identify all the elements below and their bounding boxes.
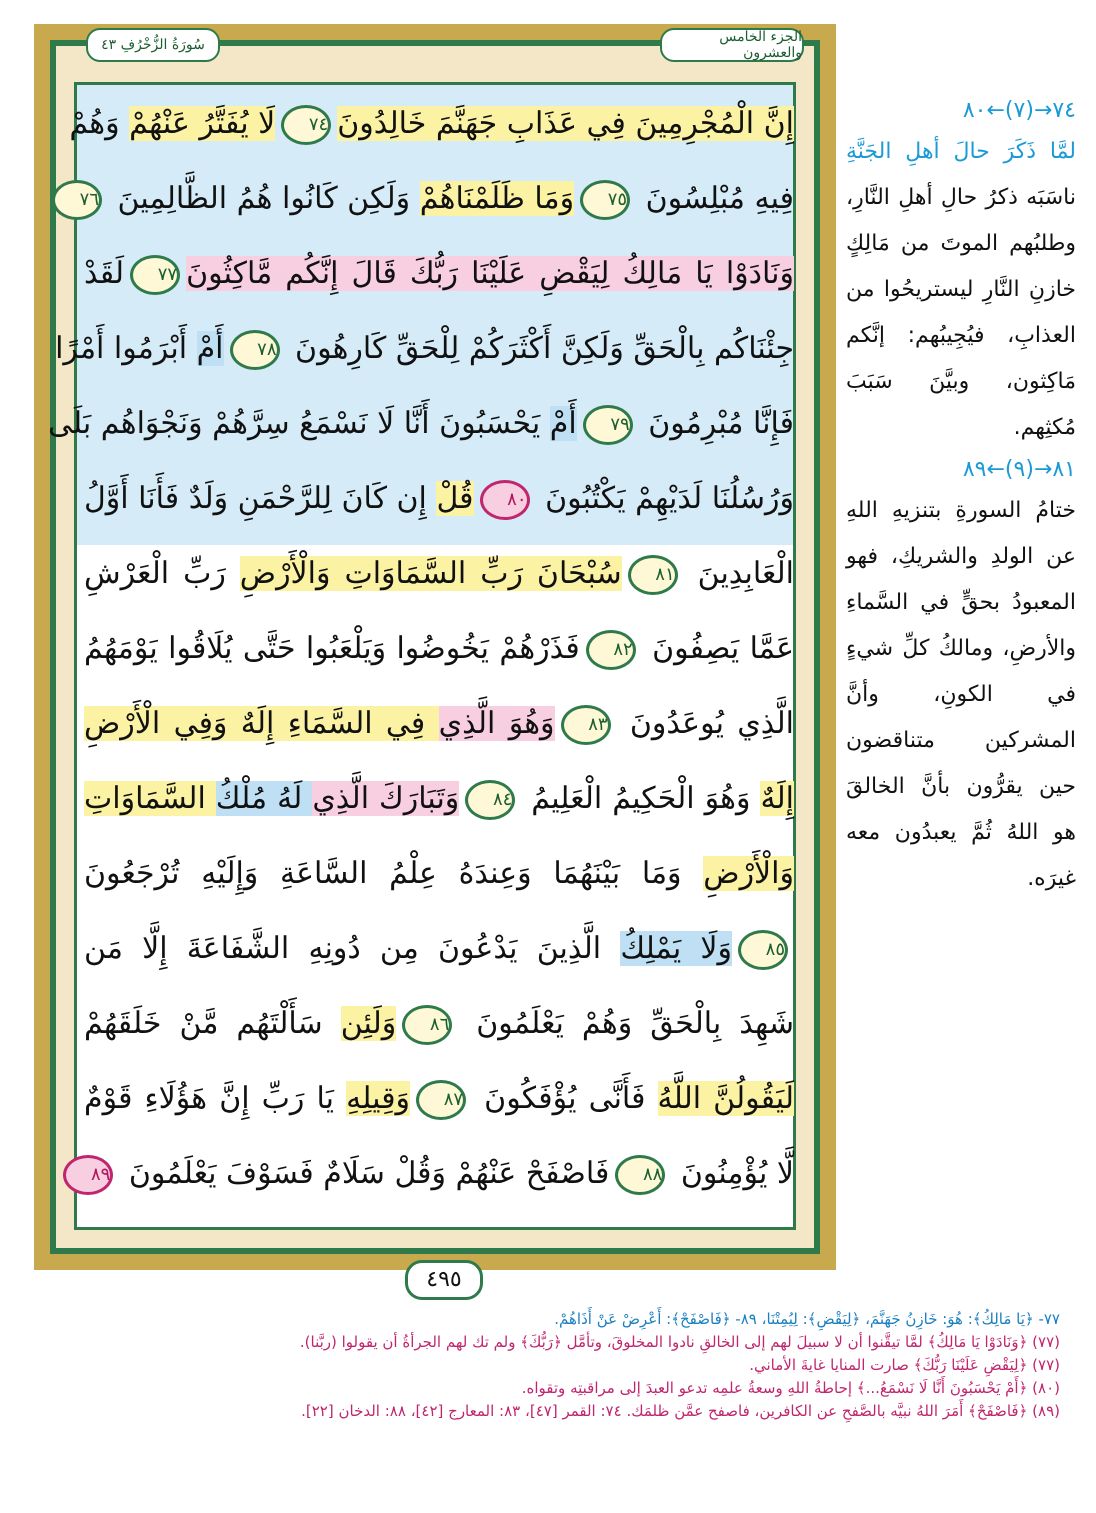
verse-text: الَّذِي يُوعَدُونَ [616, 706, 794, 741]
verse-text: قُلْ [436, 481, 474, 516]
verse-line [84, 771, 794, 827]
ayah-number: ٧٥ [580, 180, 630, 220]
verse-text: فِيهِ مُبْلِسُونَ [636, 181, 794, 216]
verse-text: لَقَدْ [84, 256, 125, 291]
verse-line [84, 546, 794, 602]
verse-line [84, 246, 794, 302]
verse-text: السَّمَاوَاتِ [84, 781, 216, 816]
verse-line [69, 96, 794, 152]
verse-text: إِلَهٌ [760, 781, 794, 816]
surah-label: سُورَةُ الزُّخْرُفِ ٤٣ [86, 28, 220, 62]
verse-text: سَأَلْتَهُم مَّنْ خَلَقَهُمْ [84, 1006, 341, 1041]
ayah-number: ٨٣ [561, 705, 611, 745]
verse-line [84, 921, 794, 977]
verse-line [55, 321, 794, 377]
verse-text: وَرُسُلُنَا لَدَيْهِمْ يَكْتُبُونَ [535, 481, 794, 516]
ayah-number: ٧٦ [52, 180, 102, 220]
section-range-1: ٧٤→(٧)←٨٠ [962, 98, 1076, 123]
verse-text: وَهُوَ الْحَكِيمُ الْعَلِيمُ [521, 781, 761, 816]
verse-line [84, 1071, 794, 1127]
verse-text: فَإِنَّا مُبْرِمُونَ [638, 406, 794, 441]
footnote-line: (٧٧) ﴿وَنَادَوْا يَا مَالِكُ﴾ لمَّا تيقَّنوا أن لا سبيلَ لهم إلى الخالقِ نادوا المخلوقَ، وتأمَّل ﴿رَبُّكَ﴾ ولم تك لهم الجرأةُ أن يقولوا (ربَّنا). [299, 1333, 1060, 1351]
verse-text: قَالَ إِنَّكُم مَّاكِثُونَ [186, 256, 410, 291]
verse-text: يَحْسَبُونَ أَنَّا لَا نَسْمَعُ سِرَّهُمْ وَنَجْوَاهُم بَلَى [47, 406, 550, 441]
verse-line [84, 846, 794, 902]
verse-text: وَلَا يَمْلِكُ [620, 931, 733, 966]
section-range-2: ٨١→(٩)←٨٩ [962, 457, 1076, 482]
verse-text: عَمَّا يَصِفُونَ [641, 631, 794, 666]
footnote-line: ٧٧- ﴿يَا مَالِكُ﴾: هُوَ: خَازِنُ جَهَنَّمَ، ﴿لِيَقْضِ﴾: لِيُمِتْنَا، ٨٩- ﴿فَاصْفَحْ﴾: أَعْرِضْ عَنْ أَذَاهُمْ. [554, 1310, 1060, 1328]
verse-text: أَمْ [196, 331, 224, 366]
verse-line [84, 696, 794, 752]
verse-line [84, 471, 794, 527]
ayah-number: ٧٨ [230, 330, 280, 370]
verse-line [47, 396, 794, 452]
verse-text: وَمَا ظَلَمْنَاهُمْ [419, 181, 575, 216]
verse-text: وَنَادَوْا يَا مَالِكُ لِيَقْضِ عَلَيْنَا رَبُّكَ [409, 256, 794, 291]
section-text-1 [846, 129, 1076, 451]
verse-text: أَمْ [549, 406, 577, 441]
verse-text: يَا رَبِّ إِنَّ هَؤُلَاءِ قَوْمٌ [84, 1081, 347, 1116]
verse-text: وَلَكِن كَانُوا هُمُ الظَّالِمِينَ [108, 181, 420, 216]
verse-line [79, 171, 794, 227]
verse-text: إِن كَانَ لِلرَّحْمَنِ وَلَدٌ فَأَنَا أَوَّلُ [84, 481, 437, 516]
verse-text: لَهُ مُلْكُ [215, 781, 313, 816]
verse-text: سُبْحَانَ رَبِّ السَّمَاوَاتِ وَالْأَرْضِ [239, 556, 622, 591]
verse-text: لَّا يُؤْمِنُونَ [671, 1156, 794, 1191]
ayah-number: ٧٤ [281, 105, 331, 145]
verse-text: إِنَّ الْمُجْرِمِينَ فِي عَذَابِ جَهَنَّمَ خَالِدُونَ [337, 106, 794, 141]
verse-text: فَاصْفَحْ عَنْهُمْ وَقُلْ سَلَامٌ فَسَوْفَ يَعْلَمُونَ [119, 1156, 610, 1191]
juz-label: الجزء الخامس والعشرون [660, 28, 804, 62]
verse-text: وَلَئِن [340, 1006, 397, 1041]
verse-text: الْعَابِدِينَ [683, 556, 794, 591]
ayah-number: ٨٦ [402, 1005, 452, 1045]
verse-text: وَالْأَرْضِ [703, 856, 794, 891]
verse-text: الَّذِينَ يَدْعُونَ مِن دُونِهِ الشَّفَاعَةَ إِلَّا مَن [84, 931, 621, 966]
side-commentary [846, 98, 1076, 902]
verse-text: رَبِّ الْعَرْشِ [84, 556, 240, 591]
verse-text: لَا يُفَتَّرُ عَنْهُمْ [129, 106, 276, 141]
verse-text: لَيَقُولُنَّ اللَّهُ [657, 1081, 795, 1116]
verse-text: وَتَبَارَكَ الَّذِي [312, 781, 460, 816]
footnote-line: (٨٩) ﴿فَاصْفَحْ﴾ أَمَرَ اللهُ نبيَّه بالصَّفحِ عن الكافرين، فاصفح عمَّن ظلمَك. ٧٤: القمر [٤٧]، ٨٣: المعارج [٤٢]، ٨٨: الدخان [٢٢]. [301, 1402, 1060, 1420]
verse-text: وَهُوَ الَّذِي [438, 706, 555, 741]
verse-text: وَمَا بَيْنَهُمَا وَعِندَهُ عِلْمُ السَّاعَةِ وَإِلَيْهِ تُرْجَعُونَ [84, 856, 704, 891]
ayah-number: ٨٤ [465, 780, 515, 820]
ayah-number: ٨٩ [63, 1155, 113, 1195]
ayah-number: ٨٧ [416, 1080, 466, 1120]
verse-text: فَأَنَّى يُؤْفَكُونَ [472, 1081, 658, 1116]
verse-text: وَقِيلِهِ [346, 1081, 411, 1116]
section-text-2: ختامُ السورةِ بتنزيهِ اللهِ عن الولدِ والشريكِ، فهو المعبودُ بحقٍّ في السَّماءِ والأرضِ، ومالكُ كلِّ شيءٍ في الكونِ، وأنَّ المشركين متناقضون حين يقرُّون بأنَّ الخالقَ هو اللهُ ثُمَّ يعبدُون معه غيرَه. [846, 498, 1076, 891]
ayah-number: ٨٠ [480, 480, 530, 520]
ayah-number: ٧٩ [583, 405, 633, 445]
verse-line [84, 621, 794, 677]
section-text-1-body: ناسَبَه ذكرُ حالِ أهلِ النَّارِ، وطلبُهم الموتَ من مَالِكٍ خازنِ النَّارِ ليستريحُوا من العذابِ، فيُجِيبُهم: إنَّكم مَاكِثون، وبيَّنَ سَبَبَ مُكثِهم. [846, 185, 1076, 440]
footnote-line: (٧٧) ﴿لِيَقْضِ عَلَيْنَا رَبُّكَ﴾ صارت المنايا غايةَ الأماني. [749, 1356, 1060, 1374]
ayah-number: ٨١ [628, 555, 678, 595]
verse-line [84, 996, 794, 1052]
ayah-number: ٨٥ [738, 930, 788, 970]
verse-text: فَذَرْهُمْ يَخُوضُوا وَيَلْعَبُوا حَتَّى يُلَاقُوا يَوْمَهُمُ [84, 631, 580, 666]
footnote-line: (٨٠) ﴿أَمْ يَحْسَبُونَ أَنَّا لَا نَسْمَعُ...﴾ إحاطةُ اللهِ وسعةُ علمِه تدعو العبدَ إلى مراقبتِه وتقواه. [521, 1379, 1060, 1397]
verse-text: وَهُمْ [69, 106, 130, 141]
ayah-number: ٧٧ [130, 255, 180, 295]
section-text-1-accent: لمَّا ذَكَرَ حالَ أهلِ الجَنَّةِ [846, 139, 1076, 164]
verse-text: شَهِدَ بِالْحَقِّ وَهُمْ يَعْلَمُونَ [458, 1006, 794, 1041]
verse-text: جِئْنَاكُم بِالْحَقِّ وَلَكِنَّ أَكْثَرَكُمْ لِلْحَقِّ كَارِهُونَ [285, 331, 794, 366]
page-number: ٤٩٥ [405, 1260, 483, 1300]
ayah-number: ٨٢ [586, 630, 636, 670]
verse-text: أَبْرَمُوا أَمْرًا [55, 331, 197, 366]
verse-line [84, 1146, 794, 1202]
footnotes [40, 1308, 1060, 1423]
ayah-number: ٨٨ [615, 1155, 665, 1195]
verse-text: فِي السَّمَاءِ إِلَهٌ وَفِي الْأَرْضِ [84, 706, 439, 741]
